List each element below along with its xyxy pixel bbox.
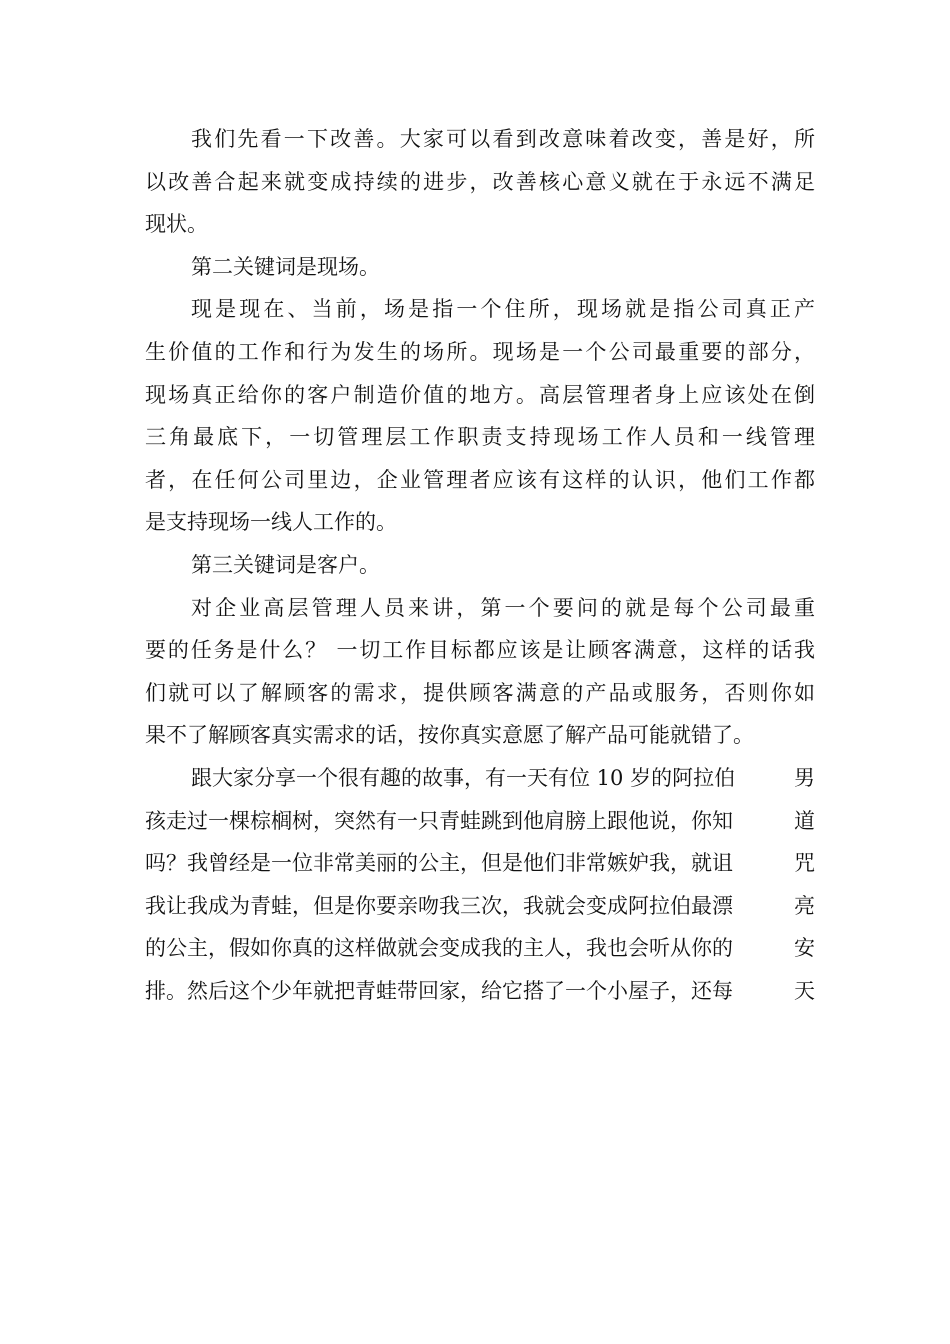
story-line-3-tail: 咒	[794, 851, 815, 876]
paragraph-1-line-3: 现状。	[145, 212, 208, 237]
story-line-5-tail: 安	[794, 936, 815, 961]
story-line-2-tail: 道	[794, 808, 815, 833]
paragraph-3-line-4: 果不了解顾客真实需求的话，按你真实意愿了解产品可能就错了。	[145, 723, 754, 748]
story-line-5-main: 的公主，假如你真的这样做就会变成我的主人，我也会听从你的	[145, 936, 733, 961]
story-line-6-main: 排。然后这个少年就把青蛙带回家，给它搭了一个小屋子，还每	[145, 978, 733, 1003]
heading-keyword-2: 第二关键词是现场。	[191, 254, 380, 279]
paragraph-3-line-1: 对企业高层管理人员来讲，第一个要问的就是每个公司最重	[191, 595, 815, 620]
story-line-3-main: 吗？我曾经是一位非常美丽的公主，但是他们非常嫉妒我，就诅	[145, 851, 733, 876]
paragraph-2-line-6: 是支持现场一线人工作的。	[145, 510, 397, 535]
story-line-4-main: 我让我成为青蛙，但是你要亲吻我三次，我就会变成阿拉伯最漂	[145, 893, 733, 918]
story-line-6-tail: 天	[794, 978, 815, 1003]
story-line-2-main: 孩走过一棵棕榈树，突然有一只青蛙跳到他肩膀上跟他说，你知	[145, 808, 733, 833]
story-line-4-tail: 亮	[794, 893, 815, 918]
story-line-5	[145, 927, 815, 970]
paragraph-1-line-1: 我们先看一下改善。大家可以看到改意味着改变，善是好，所	[191, 127, 815, 151]
paragraph-1-line-2: 以改善合起来就变成持续的进步，改善核心意义就在于永远不满足	[145, 169, 815, 194]
paragraph-2-line-3: 现场真正给你的客户制造价值的地方。高层管理者身上应该处在倒	[145, 382, 815, 407]
document-body	[145, 118, 815, 1012]
paragraph-2-line-4: 三角最底下，一切管理层工作职责支持现场工作人员和一线管理	[145, 425, 815, 450]
story-line-2	[145, 800, 815, 843]
story-line-3	[145, 842, 815, 885]
paragraph-2-line-1: 现是现在、当前，场是指一个住所，现场就是指公司真正产	[191, 297, 815, 322]
story-line-1	[145, 757, 815, 800]
story-line-6	[145, 970, 815, 1013]
story-line-1-tail: 男	[794, 765, 815, 790]
story-line-1-main: 跟大家分享一个很有趣的故事，有一天有位 10 岁的阿拉伯	[191, 765, 736, 790]
story-line-4	[145, 885, 815, 928]
heading-keyword-3: 第三关键词是客户。	[191, 552, 380, 577]
paragraph-2-line-2: 生价值的工作和行为发生的场所。现场是一个公司最重要的部分，	[145, 339, 815, 364]
paragraph-3-line-3: 们就可以了解顾客的需求，提供顾客满意的产品或服务，否则你如	[145, 680, 815, 705]
paragraph-3-line-2: 要的任务是什么？ 一切工作目标都应该是让顾客满意，这样的话我	[145, 638, 815, 663]
paragraph-2-line-5: 者，在任何公司里边，企业管理者应该有这样的认识，他们工作都	[145, 467, 815, 492]
